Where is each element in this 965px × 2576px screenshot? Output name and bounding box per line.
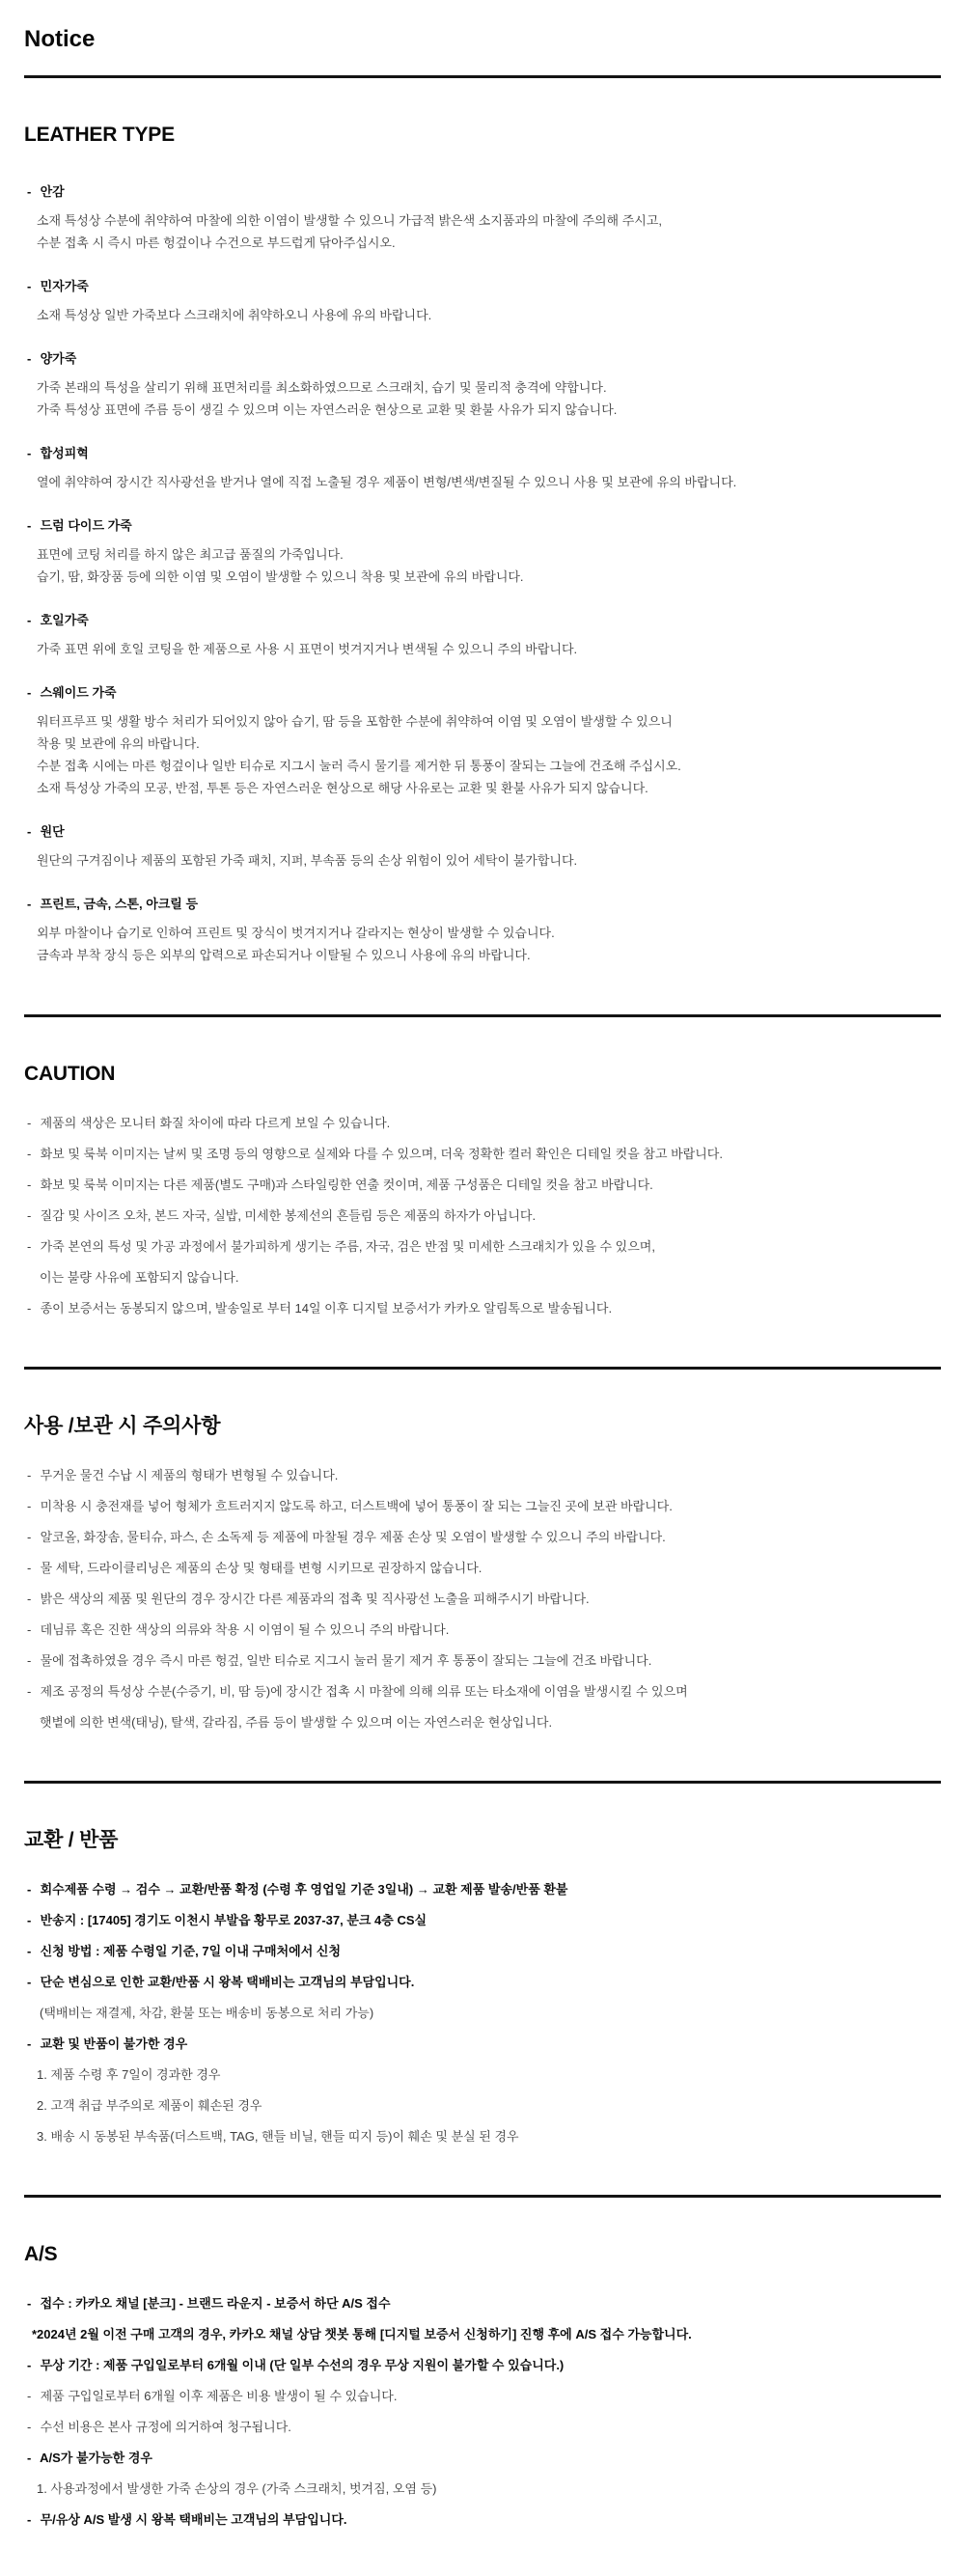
dash-marker: - bbox=[27, 1468, 32, 1482]
leather-item bbox=[24, 516, 941, 588]
leather-item bbox=[24, 822, 941, 872]
section-leather-type bbox=[24, 121, 941, 966]
numbered-line: 1. 제품 수령 후 7일이 경과한 경우 bbox=[37, 2067, 221, 2082]
continuation-line: 햇볕에 의한 변색(태닝), 탈색, 갈라짐, 주름 등이 발생할 수 있으며 이는 자연스러운 현상입니다. bbox=[40, 1715, 553, 1730]
leather-item-body bbox=[37, 543, 941, 588]
section-divider bbox=[24, 1781, 941, 1784]
dash-marker: - bbox=[27, 446, 32, 460]
leather-item bbox=[24, 895, 941, 966]
notice-line-list bbox=[24, 1880, 941, 2147]
dash-marker: - bbox=[27, 1913, 32, 1927]
leather-item-line: 소재 특성상 가죽의 모공, 반점, 투톤 등은 자연스러운 현상으로 해당 사유로는 교환 및 환불 사유가 되지 않습니다. bbox=[37, 781, 648, 795]
leather-item-body bbox=[37, 922, 941, 966]
dash-marker: - bbox=[27, 1530, 32, 1544]
dash-marker: - bbox=[27, 518, 32, 533]
bullet-line-bold: - 단순 변심으로 인한 교환/반품 시 왕복 택배비는 고객님의 부담입니다. bbox=[27, 1973, 941, 1992]
dash-marker: - bbox=[27, 1147, 32, 1161]
leather-item-line: 수분 접촉 시 즉시 마른 헝겊이나 수건으로 부드럽게 닦아주십시오. bbox=[37, 235, 396, 250]
bullet-line: - 제품의 색상은 모니터 화질 차이에 따라 다르게 보일 수 있습니다. bbox=[27, 1114, 941, 1133]
leather-item-line: 수분 접촉 시에는 마른 헝겊이나 일반 티슈로 지그시 눌러 즉시 물기를 제거한 뒤 통풍이 잘되는 그늘에 건조해 주십시오. bbox=[37, 759, 681, 773]
leather-item-body bbox=[37, 849, 941, 872]
dash-marker: - bbox=[27, 1301, 32, 1316]
dash-marker: - bbox=[27, 2296, 32, 2311]
dash-marker: - bbox=[27, 1944, 32, 1958]
leather-item-line: 착용 및 보관에 유의 바랍니다. bbox=[37, 736, 200, 751]
bullet-line: - 질감 및 사이즈 오차, 본드 자국, 실밥, 미세한 봉제선의 흔들림 등은 제품의 하자가 아닙니다. bbox=[27, 1206, 941, 1226]
bullet-line: - 화보 및 룩북 이미지는 날씨 및 조명 등의 영향으로 실제와 다를 수 있으며, 더욱 정확한 컬러 확인은 디테일 컷을 참고 바랍니다. bbox=[27, 1145, 941, 1164]
dash-marker: - bbox=[27, 1239, 32, 1254]
bullet-line-bold: - 무상 기간 : 제품 구입일로부터 6개월 이내 (단 일부 수선의 경우 무상 지원이 불가할 수 있습니다.) bbox=[27, 2356, 941, 2375]
leather-item-line: 금속과 부착 장식 등은 외부의 압력으로 파손되거나 이탈될 수 있으니 사용에 유의 바랍니다. bbox=[37, 948, 531, 962]
numbered-line: 2. 고객 취급 부주의로 제품이 훼손된 경우 bbox=[37, 2098, 262, 2113]
bullet-line: - 미착용 시 충전재를 넣어 형체가 흐트러지지 않도록 하고, 더스트백에 넣어 통풍이 잘 되는 그늘진 곳에 보관 바랍니다. bbox=[27, 1497, 941, 1516]
leather-item-head: - 원단 bbox=[27, 822, 941, 842]
notice-line-list bbox=[24, 1466, 941, 1732]
bullet-line: - 밝은 색상의 제품 및 원단의 경우 장시간 다른 제품과의 접촉 및 직사광선 노출을 피해주시기 바랍니다. bbox=[27, 1590, 941, 1609]
leather-item-head: - 드럼 다이드 가죽 bbox=[27, 516, 941, 536]
leather-item-body bbox=[37, 710, 941, 799]
dash-marker: - bbox=[27, 1561, 32, 1575]
bullet-line: - 종이 보증서는 동봉되지 않으며, 발송일로 부터 14일 이후 디지털 보증서가 카카오 알림톡으로 발송됩니다. bbox=[27, 1299, 941, 1318]
dash-marker: - bbox=[27, 824, 32, 839]
section-caution bbox=[24, 1014, 941, 1318]
section-title-caution: CAUTION bbox=[24, 1063, 116, 1085]
leather-item-line: 습기, 땀, 화장품 등에 의한 이염 및 오염이 발생할 수 있으니 착용 및 보관에 유의 바랍니다. bbox=[37, 569, 524, 584]
leather-item bbox=[24, 683, 941, 799]
bullet-line-bold: - A/S가 불가능한 경우 bbox=[27, 2449, 941, 2468]
dash-marker: - bbox=[27, 1116, 32, 1130]
dash-marker: - bbox=[27, 2512, 32, 2527]
bullet-line: - 수선 비용은 본사 규정에 의거하여 청구됩니다. bbox=[27, 2418, 941, 2437]
header-divider bbox=[24, 75, 941, 78]
bullet-line: - 알코올, 화장솜, 물티슈, 파스, 손 소독제 등 제품에 마찰될 경우 제품 손상 및 오염이 발생할 수 있으니 주의 바랍니다. bbox=[27, 1528, 941, 1547]
dash-marker: - bbox=[27, 351, 32, 366]
section-divider bbox=[24, 1014, 941, 1017]
bullet-line: - 무거운 물건 수납 시 제품의 형태가 변형될 수 있습니다. bbox=[27, 1466, 941, 1485]
leather-item-head: - 스웨이드 가죽 bbox=[27, 683, 941, 703]
dash-marker: - bbox=[27, 1592, 32, 1606]
dash-marker: - bbox=[27, 1499, 32, 1513]
bullet-line-bold: - 회수제품 수령 → 검수 → 교환/반품 확정 (수령 후 영업일 기준 3일내) → 교환 제품 발송/반품 환불 bbox=[27, 1880, 941, 1899]
section-title-leather-type: LEATHER TYPE bbox=[24, 124, 175, 146]
leather-item bbox=[24, 277, 941, 326]
leather-item-line: 원단의 구겨짐이나 제품의 포함된 가죽 패치, 지퍼, 부속품 등의 손상 위험이 있어 세탁이 불가합니다. bbox=[37, 853, 578, 868]
dash-marker: - bbox=[27, 2036, 32, 2051]
bullet-line-bold: - 무/유상 A/S 발생 시 왕복 택배비는 고객님의 부담입니다. bbox=[27, 2510, 941, 2530]
leather-item-line: 외부 마찰이나 습기로 인하여 프린트 및 장식이 벗겨지거나 갈라지는 현상이 발생할 수 있습니다. bbox=[37, 926, 555, 940]
leather-item-line: 열에 취약하여 장시간 직사광선을 받거나 열에 직접 노출될 경우 제품이 변형/변색/변질될 수 있으니 사용 및 보관에 유의 바랍니다. bbox=[37, 475, 737, 489]
bullet-line: - 가죽 본연의 특성 및 가공 과정에서 불가피하게 생기는 주름, 자국, 검은 반점 및 미세한 스크래치가 있을 수 있으며, bbox=[27, 1237, 941, 1257]
dash-marker: - bbox=[27, 897, 32, 911]
continuation-line: (택배비는 재결제, 차감, 환불 또는 배송비 동봉으로 처리 가능) bbox=[40, 2006, 374, 2020]
dash-marker: - bbox=[27, 2358, 32, 2372]
leather-item-line: 가죽 본래의 특성을 살리기 위해 표면처리를 최소화하였으므로 스크래치, 습기 및 물리적 충격에 약합니다. bbox=[37, 380, 607, 395]
section-title-usage-storage: 사용 /보관 시 주의사항 bbox=[24, 1415, 221, 1437]
bullet-line: - 데님류 혹은 진한 색상의 의류와 착용 시 이염이 될 수 있으니 주의 바랍니다. bbox=[27, 1620, 941, 1640]
leather-item-line: 워터프루프 및 생활 방수 처리가 되어있지 않아 습기, 땀 등을 포함한 수분에 취약하여 이염 및 오염이 발생할 수 있으니 bbox=[37, 714, 673, 729]
leather-item-line: 가죽 특성상 표면에 주름 등이 생길 수 있으며 이는 자연스러운 현상으로 교환 및 환불 사유가 되지 않습니다. bbox=[37, 402, 618, 417]
leather-item-head: - 안감 bbox=[27, 182, 941, 202]
bullet-line: - 제품 구입일로부터 6개월 이후 제품은 비용 발생이 될 수 있습니다. bbox=[27, 2387, 941, 2406]
bullet-line-bold: - 신청 방법 : 제품 수령일 기준, 7일 이내 구매처에서 신청 bbox=[27, 1942, 941, 1961]
leather-item-line: 소재 특성상 일반 가죽보다 스크래치에 취약하오니 사용에 유의 바랍니다. bbox=[37, 308, 432, 322]
leather-item-body bbox=[37, 304, 941, 326]
dash-marker: - bbox=[27, 2451, 32, 2465]
leather-item-body bbox=[37, 209, 941, 254]
leather-item-body bbox=[37, 376, 941, 421]
dash-marker: - bbox=[27, 685, 32, 700]
section-divider bbox=[24, 2195, 941, 2198]
dash-marker: - bbox=[27, 2389, 32, 2403]
section-exchange-return bbox=[24, 1781, 941, 2147]
dash-marker: - bbox=[27, 1622, 32, 1637]
section-after-service bbox=[24, 2195, 941, 2530]
dash-marker: - bbox=[27, 184, 32, 199]
section-divider bbox=[24, 1367, 941, 1370]
bullet-line: - 화보 및 룩북 이미지는 다른 제품(별도 구매)과 스타일링한 연출 컷이며, 제품 구성품은 디테일 컷을 참고 바랍니다. bbox=[27, 1176, 941, 1195]
bullet-line: - 물에 접촉하였을 경우 즉시 마른 헝겊, 일반 티슈로 지그시 눌러 물기 제거 후 통풍이 잘되는 그늘에 건조 바랍니다. bbox=[27, 1651, 941, 1671]
sections-container bbox=[24, 121, 941, 2530]
notice-line-list bbox=[24, 2294, 941, 2530]
numbered-line: 1. 사용과정에서 발생한 가죽 손상의 경우 (가죽 스크래치, 벗겨짐, 오염 등) bbox=[37, 2481, 437, 2496]
page-header bbox=[24, 25, 941, 78]
section-title-exchange-return: 교환 / 반품 bbox=[24, 1829, 119, 1851]
dash-marker: - bbox=[27, 1177, 32, 1192]
dash-marker: - bbox=[27, 613, 32, 627]
leather-item bbox=[24, 611, 941, 660]
bullet-line: - 제조 공정의 특성상 수분(수증기, 비, 땀 등)에 장시간 접촉 시 마찰에 의해 의류 또는 타소재에 이염을 발생시킬 수 있으며 bbox=[27, 1682, 941, 1702]
dash-marker: - bbox=[27, 279, 32, 293]
page-title: Notice bbox=[24, 26, 96, 52]
bullet-line-bold: - 접수 : 카카오 채널 [분크] - 브랜드 라운지 - 보증서 하단 A/S 접수 bbox=[27, 2294, 941, 2313]
leather-item-head: - 호일가죽 bbox=[27, 611, 941, 630]
leather-item bbox=[24, 349, 941, 421]
dash-marker: - bbox=[27, 1882, 32, 1897]
leather-item-line: 가죽 표면 위에 호일 코팅을 한 제품으로 사용 시 표면이 벗겨지거나 변색될 수 있으니 주의 바랍니다. bbox=[37, 642, 578, 656]
dash-marker: - bbox=[27, 1653, 32, 1668]
note-line: *2024년 2월 이전 구매 고객의 경우, 카카오 채널 상담 챗봇 통해 [디지털 보증서 신청하기] 진행 후에 A/S 접수 가능합니다. bbox=[32, 2327, 692, 2341]
dash-marker: - bbox=[27, 2420, 32, 2434]
leather-item-body bbox=[37, 471, 941, 493]
dash-marker: - bbox=[27, 1684, 32, 1699]
leather-item-list bbox=[24, 182, 941, 966]
leather-item-head: - 양가죽 bbox=[27, 349, 941, 369]
leather-item-body bbox=[37, 638, 941, 660]
leather-item-line: 소재 특성상 수분에 취약하여 마찰에 의한 이염이 발생할 수 있으니 가급적 밝은색 소지품과의 마찰에 주의해 주시고, bbox=[37, 213, 663, 228]
notice-line-list bbox=[24, 1114, 941, 1318]
leather-item-head: - 프린트, 금속, 스톤, 아크릴 등 bbox=[27, 895, 941, 914]
leather-item-line: 표면에 코팅 처리를 하지 않은 최고급 품질의 가죽입니다. bbox=[37, 547, 344, 562]
bullet-line-bold: - 반송지 : [17405] 경기도 이천시 부발읍 황무로 2037-37, 분크 4층 CS실 bbox=[27, 1911, 941, 1930]
section-usage-storage bbox=[24, 1367, 941, 1732]
continuation-line: 이는 불량 사유에 포함되지 않습니다. bbox=[40, 1270, 239, 1285]
bullet-line: - 물 세탁, 드라이클리닝은 제품의 손상 및 형태를 변형 시키므로 권장하지 않습니다. bbox=[27, 1559, 941, 1578]
dash-marker: - bbox=[27, 1975, 32, 1989]
leather-item-head: - 민자가죽 bbox=[27, 277, 941, 296]
leather-item bbox=[24, 182, 941, 254]
leather-item bbox=[24, 444, 941, 493]
dash-marker: - bbox=[27, 1208, 32, 1223]
section-title-after-service: A/S bbox=[24, 2243, 58, 2265]
leather-item-head: - 합성피혁 bbox=[27, 444, 941, 463]
numbered-line: 3. 배송 시 동봉된 부속품(더스트백, TAG, 핸들 비닐, 핸들 띠지 등)이 훼손 및 분실 된 경우 bbox=[37, 2129, 519, 2144]
bullet-line-bold: - 교환 및 반품이 불가한 경우 bbox=[27, 2035, 941, 2054]
